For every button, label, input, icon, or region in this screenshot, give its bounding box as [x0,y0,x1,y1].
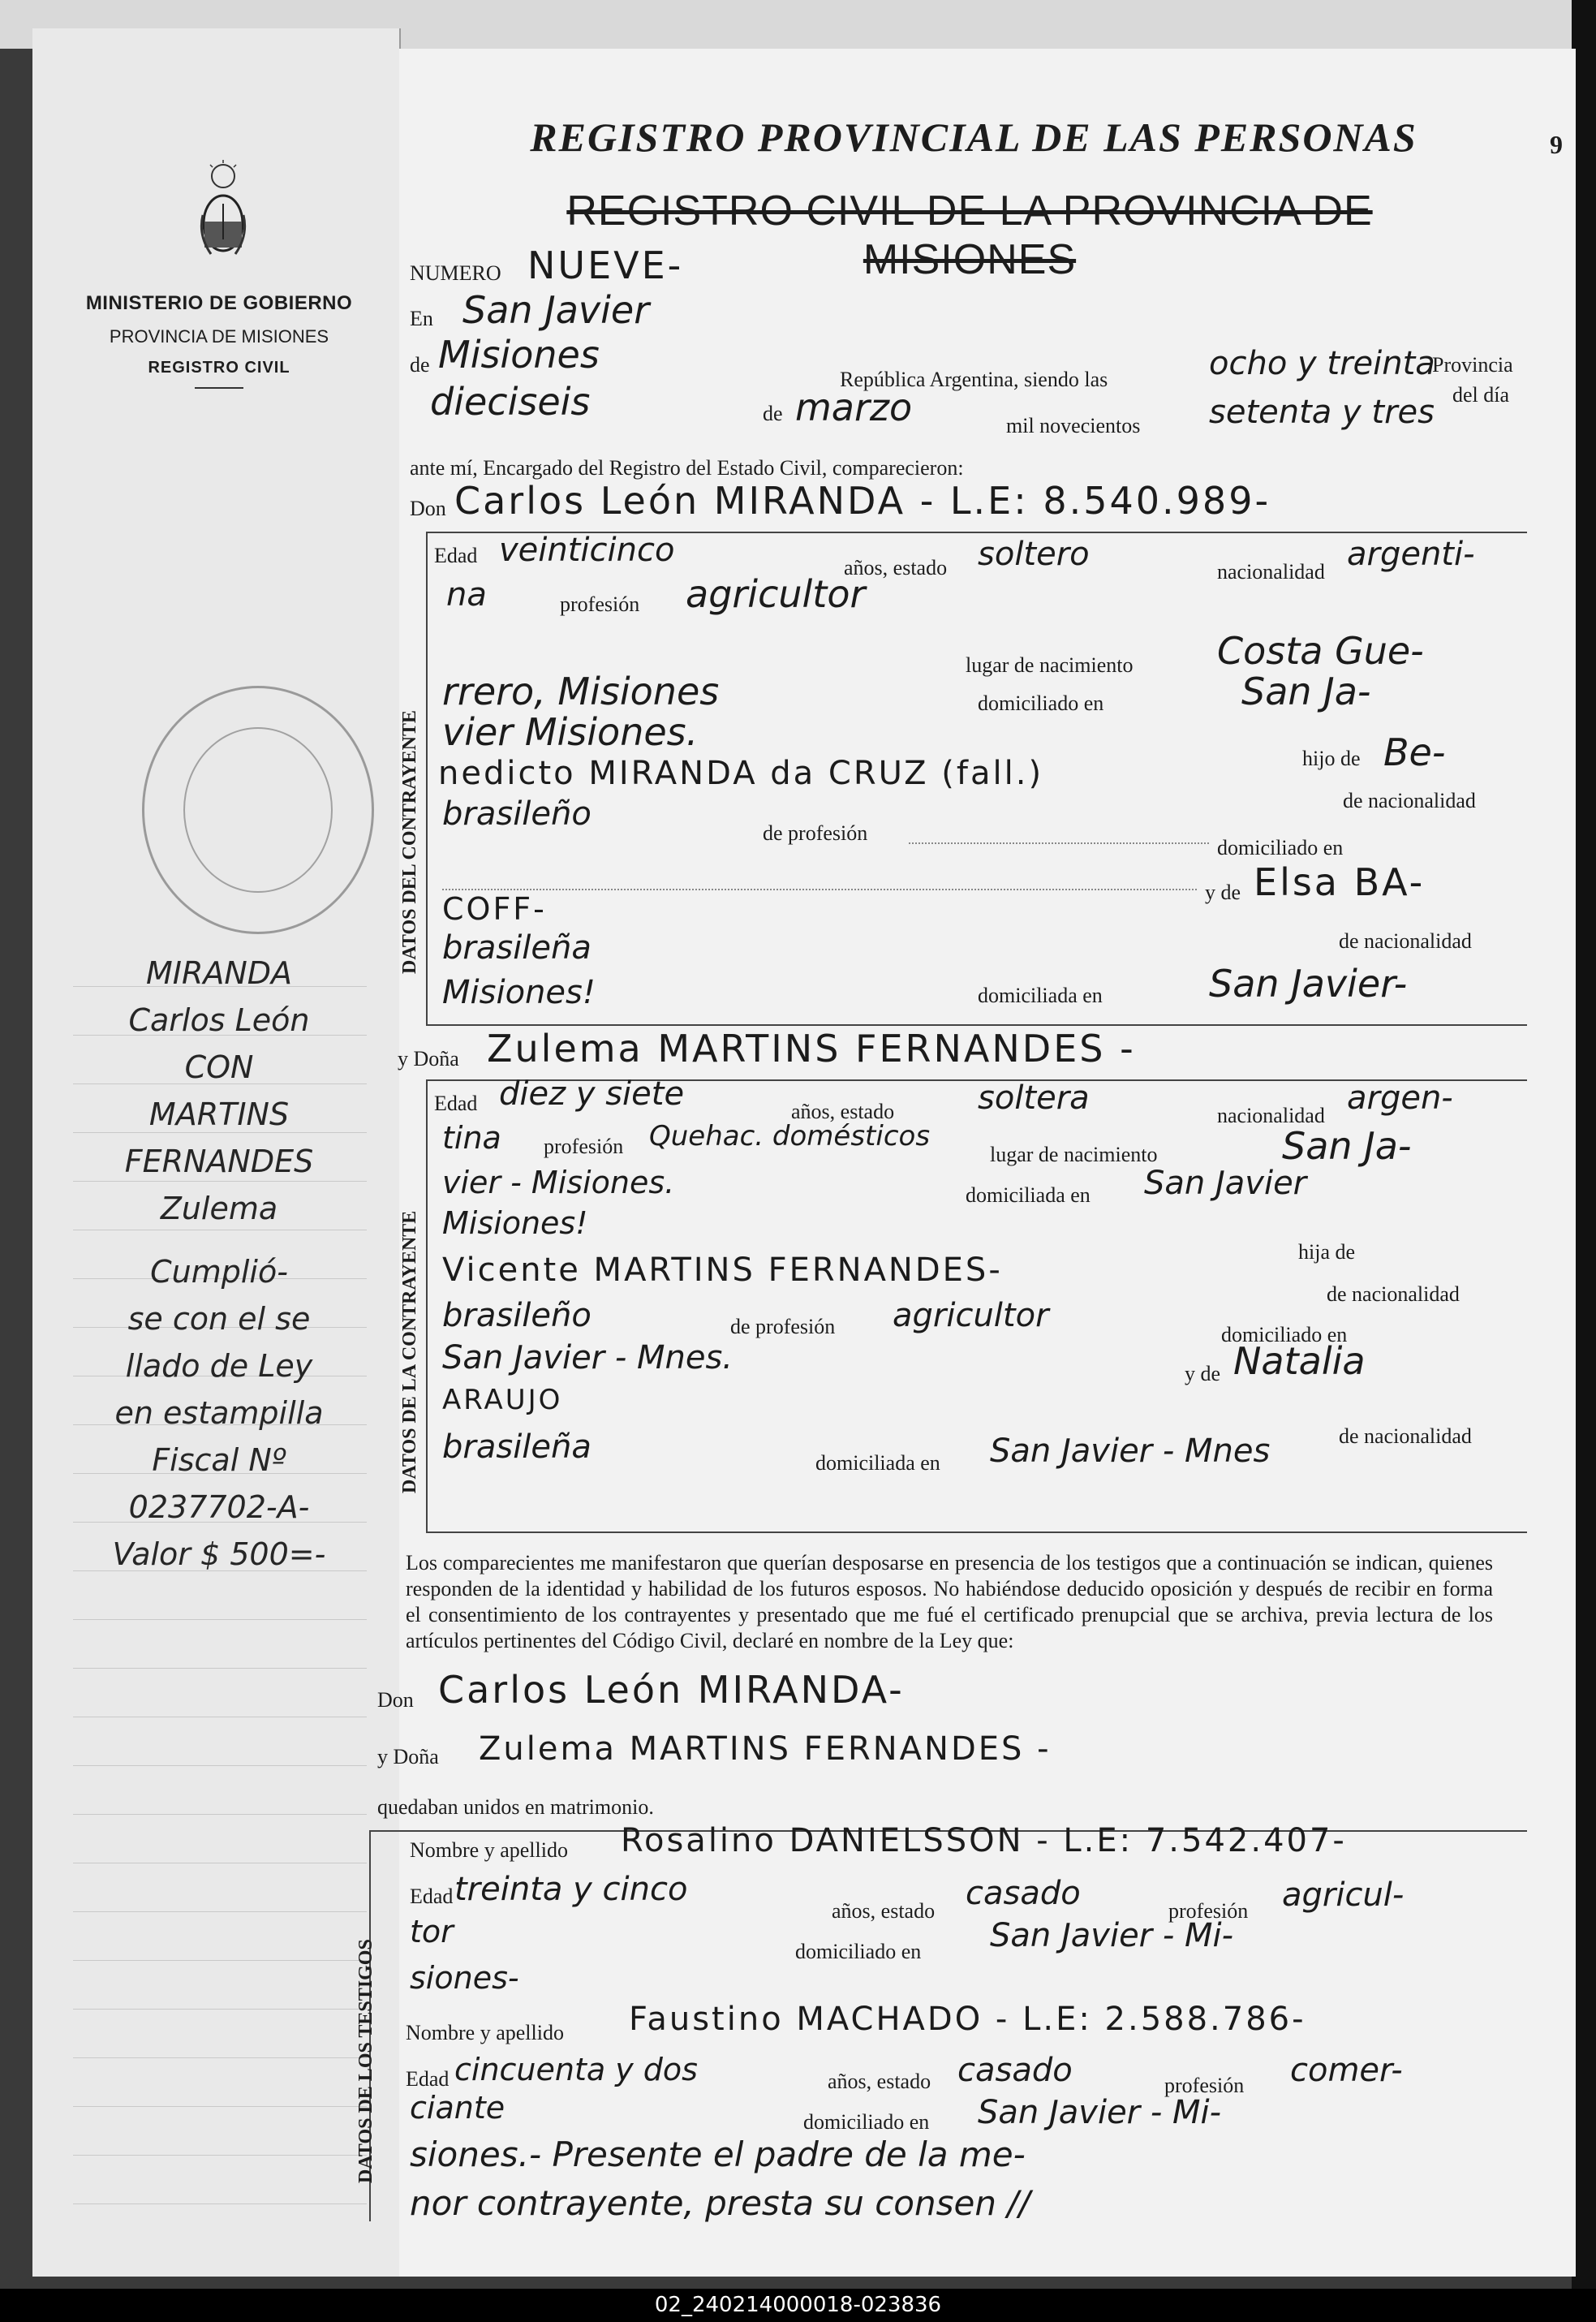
hora-value: ocho y treinta [1209,345,1435,382]
edad-label: Edad [434,544,478,567]
lugar-nac-label: lugar de nacimiento [990,1143,1158,1166]
t1-profesion-a: agricul- [1282,1876,1405,1914]
c-nacionalidad-a: argenti- [1347,536,1475,573]
contrayenta-vertical-label: DATOS DE LA CONTRAYENTE [399,1210,420,1493]
de-nacionalidad-label: de nacionalidad [1327,1282,1460,1306]
don-value: Carlos León MIRANDA - L.E: 8.540.989- [454,479,1271,523]
ruled-line [73,1668,367,1669]
profesion-label: profesión [560,592,640,616]
de-profesion-label: de profesión [763,821,868,845]
lugar-nac-label: lugar de nacimiento [966,653,1134,677]
nombre-apellido-label: Nombre y apellido [406,2021,564,2044]
de-label: de [410,353,430,377]
c-estado-value: soltero [978,536,1090,573]
margin-note-line: Zulema [160,1191,278,1226]
de-value: Misiones [438,333,600,377]
ministry-heading [65,292,373,389]
en-value: San Javier [462,288,650,332]
edad-label: Edad [410,1885,454,1908]
t2-domicilio-b: siones.- Presente el padre de la me- [410,2135,1026,2174]
nombre-apellido-label: Nombre y apellido [410,1838,568,1862]
c-edad-value: veinticinco [499,532,675,569]
ministry-line3: REGISTRO CIVIL [148,359,290,377]
f-padre-prof: agricultor [893,1297,1049,1334]
profesion-label: profesión [1168,1899,1249,1923]
f-domicilio-a: San Javier [1144,1165,1307,1202]
t1-edad: treinta y cinco [454,1871,688,1908]
page-number: 9 [1550,130,1563,159]
c-madre-a: Elsa BA- [1254,860,1426,904]
margin-note-line: MIRANDA [145,955,293,991]
domiciliado-en2-label: domiciliado en [1217,836,1344,859]
decl-don-value: Carlos León MIRANDA- [438,1668,905,1712]
f-nac-b: tina [442,1120,501,1156]
c-madre-b: COFF- [442,891,547,927]
f-madre-b: ARAUJO [442,1384,563,1416]
t1-domicilio-a: San Javier - Mi- [990,1917,1234,1954]
ruled-line [73,2155,367,2156]
ruled-line [73,1960,367,1961]
c-padre-nac: brasileño [442,795,592,833]
del-dia-label: del día [1452,383,1510,407]
numero-label: NUMERO [410,261,501,285]
t2-edad: cincuenta y dos [454,2052,698,2087]
margin-note-line: se con el se [127,1301,311,1337]
t2-profesion-a: comer- [1290,2052,1403,2089]
margin-note-line: Fiscal Nº [152,1442,286,1478]
domiciliado-label: domiciliado en [795,1940,922,1963]
domiciliada-label: domiciliada en [966,1183,1091,1207]
c-madre-nac: brasileña [442,929,592,967]
f-lugar-b: vier - Misiones. [442,1165,675,1200]
dona-label: y Doña [398,1047,459,1071]
dotted-blank [909,842,1209,844]
t2-profesion-b: ciante [410,2090,505,2126]
domiciliada-label: domiciliada en [978,984,1103,1007]
de-nacionalidad-label: de nacionalidad [1339,929,1472,953]
margin-note-line: CON [184,1049,254,1085]
c-lugar-a: Costa Gue- [1217,629,1424,673]
t1-nombre: Rosalino DANIELSSON - L.E: 7.542.407- [621,1822,1347,1859]
f-lugar-a: San Ja- [1282,1124,1412,1168]
t2-extra: nor contrayente, presta su consen // [410,2183,1030,2223]
hijo-de-label: hijo de [1302,747,1361,770]
ante-mi-label: ante mí, Encargado del Registro del Estado Civil, comparecieron: [410,456,964,480]
f-madre-a: Natalia [1233,1339,1366,1383]
c-lugar-b: rrero, Misiones [442,670,720,713]
f-edad-value: diez y siete [499,1075,685,1113]
contrayente-vertical-label: DATOS DEL CONTRAYENTE [399,710,420,974]
ruled-line [73,1814,367,1815]
t2-domicilio-a: San Javier - Mi- [978,2094,1222,2131]
f-padre-nac: brasileño [442,1297,592,1334]
ministry-rule [195,387,243,389]
ministry-line1: MINISTERIO DE GOBIERNO [85,292,353,314]
don-label: Don [377,1688,414,1712]
f-domicilio-b: Misiones! [442,1205,588,1241]
t2-estado: casado [957,2052,1073,2089]
ministry-line2: PROVINCIA DE MISIONES [109,326,329,347]
margin-note-line: MARTINS [148,1096,290,1132]
registry-title: REGISTRO PROVINCIAL DE LAS PERSONAS [530,114,1417,160]
edad-label: Edad [406,2067,450,2091]
dia-value: dieciseis [430,380,591,424]
f-estado-value: soltera [978,1079,1090,1117]
margin-note-line: FERNANDES [124,1144,314,1179]
ruled-line [73,2057,367,2058]
t2-nombre: Faustino MACHADO - L.E: 2.588.786- [629,2001,1306,2038]
domiciliado-en2-label: domiciliado en [1221,1323,1348,1346]
seal-inner-ring [183,727,333,893]
profesion-label: profesión [1164,2074,1245,2097]
margin-note [49,950,389,1578]
f-padre-dom: San Javier - Mnes. [442,1339,733,1376]
quedaban-label: quedaban unidos en matrimonio. [377,1795,654,1819]
margin-note-line: Carlos León [128,1002,310,1038]
f-nac-a: argen- [1347,1079,1453,1117]
numero-value: NUEVE- [527,243,684,287]
ruled-line [73,1619,367,1620]
republica-label: República Argentina, siendo las [840,368,1108,391]
c-profesion-value: agricultor [686,572,866,616]
anio-value: setenta y tres [1209,394,1435,431]
t1-domicilio-b: siones- [410,1960,519,1996]
dona-label: y Doña [377,1745,439,1768]
testigos-vertical-label: DATOS DE LOS TESTIGOS [355,1939,376,2183]
dona-value: Zulema MARTINS FERNANDES - [487,1027,1136,1071]
margin-note-line: 0237702-A- [128,1489,310,1525]
t1-profesion-b: tor [410,1914,454,1949]
struck-old-title: REGISTRO CIVIL DE LA PROVINCIA DE MISIONES [566,187,1373,283]
c-padre-a: Be- [1383,730,1446,774]
c-madre-dom-a: Misiones! [442,974,596,1011]
t1-estado: casado [966,1875,1081,1912]
mil-label: mil novecientos [1006,414,1141,437]
anios-estado-label: años, estado [791,1100,895,1123]
margin-note-line: llado de Ley [125,1348,313,1384]
provincia-label: Provincia [1432,353,1513,377]
nacionalidad-label: nacionalidad [1217,560,1325,584]
f-madre-dom: San Javier - Mnes [990,1432,1271,1470]
ruled-line [73,2106,367,2107]
c-madre-dom-b: San Javier- [1209,962,1408,1006]
y-de-label: y de [1185,1362,1221,1385]
f-madre-nac: brasileña [442,1428,592,1466]
c-padre-b: nedicto MIRANDA da CRUZ (fall.) [438,755,1044,792]
c-domicilio-b: vier Misiones. [442,710,699,754]
dotted-blank [442,889,1197,890]
decl-dona-value: Zulema MARTINS FERNANDES - [479,1730,1052,1768]
edad-label: Edad [434,1092,478,1115]
domiciliado-label: domiciliado en [803,2110,930,2134]
margin-note-line: en estampilla [114,1395,324,1431]
c-nacionalidad-b: na [446,576,487,614]
margin-note-line: Valor $ 500=- [112,1536,326,1572]
domiciliada-label: domiciliada en [815,1451,940,1475]
declaration-paragraph: Los comparecientes me manifestaron que querían desposarse en presencia de los testigos que a continuación se indican, quienes responden de la identidad y habilidad de los futuros esposos. No habiéndose deducido oposición y después de recibir en forma el consentimiento de los contrayentes y presentado que me fué el certificado prenupcial que se archiva, previa lectura de los artículos pertinentes del Código Civil, declaré en nombre de la Ley que: [406,1551,1493,1652]
de-profesion-label: de profesión [730,1315,836,1338]
f-padre: Vicente MARTINS FERNANDES- [442,1251,1003,1289]
de2-label: de [763,402,783,425]
mes-value: marzo [795,386,913,429]
hija-de-label: hija de [1298,1240,1356,1264]
ruled-line [73,1911,367,1912]
profesion-label: profesión [544,1135,624,1158]
national-crest-icon [195,158,252,264]
f-profesion-value: Quehac. domésticos [649,1120,931,1152]
de-nacionalidad-label: de nacionalidad [1343,789,1476,812]
anios-estado-label: años, estado [828,2070,931,2093]
domiciliado-label: domiciliado en [978,691,1104,715]
anios-estado-label: años, estado [832,1899,936,1923]
ruled-line [73,1765,367,1766]
de-nacionalidad-label: de nacionalidad [1339,1424,1472,1448]
official-seal [142,686,374,934]
image-caption: 02_240214000018-023836 [0,2289,1596,2322]
en-label: En [410,307,433,330]
don-label: Don [410,497,446,520]
y-de-label: y de [1205,881,1241,904]
c-domicilio-a: San Ja- [1241,670,1371,713]
nacionalidad-label: nacionalidad [1217,1104,1325,1127]
anios-estado-label: años, estado [844,556,948,579]
margin-note-line: Cumplió- [150,1254,288,1290]
ruled-line [73,2009,367,2010]
